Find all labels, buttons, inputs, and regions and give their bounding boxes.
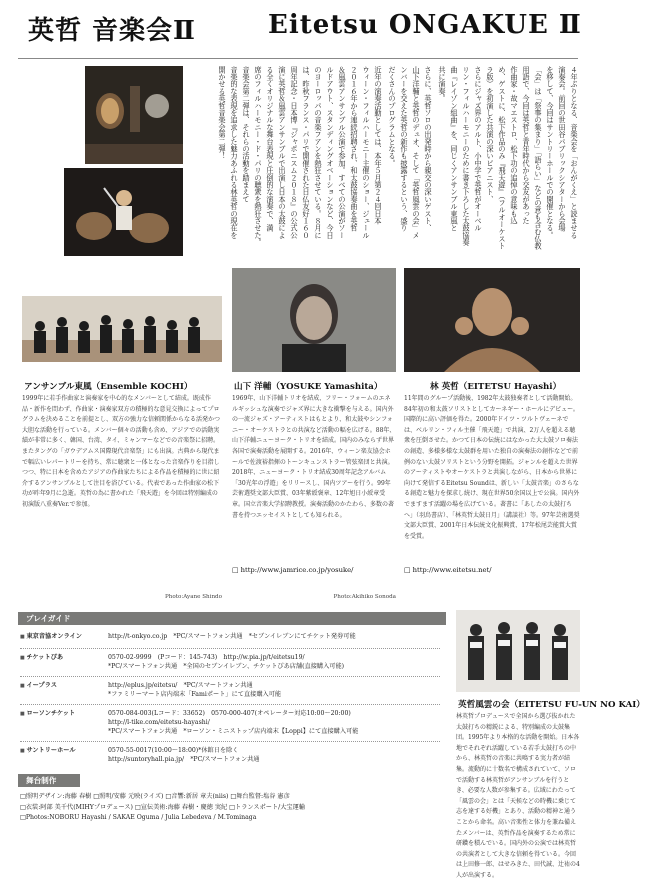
- playguide-name: ■ ローソンチケット: [20, 709, 110, 719]
- playguide-separator: [20, 741, 440, 742]
- yamashita-body: 1969年、山下洋輔トリオを結成、フリー・フォームのエネルギッシュな演奏でジャズ界に大きな衝撃を与える。国内外の一流ジャズ・アーティストはもとより、和太鼓やシンフォニー・オーケストラとの共演など活動の幅を広げる。88年、山下洋輔ニューヨーク・トリオを結成。国内のみならず世界各国で演奏活動を展開する。2016年、ウィーン楽友協会ホールで佐渡裕指揮のトーンキュンストラー管弦楽団と共演。2018年、ニューヨーク・トリオ結成30周年記念アルバム「30光年の浮遊」をリリースし、国内ツアーを行う。99年芸術選奨文部大臣賞、03年紫綬褒章、12年旭日小綬章受章。国立音楽大学招聘教授。演奏活動のかたわら、多数の著書を持つエッセイストとしても知られる。: [232, 395, 396, 519]
- playguide-name: ■ チケットぴあ: [20, 653, 110, 663]
- intro-line: 音楽的な表現を追求した魅力あふれる林英哲の現在を: [230, 66, 239, 239]
- playguide-detail[interactable]: 0570-02-9999 (Pコード：145-743) http://w.pia.jp/t/eitetsu19/ *PC/スマートフォン共通 *全国のセブンイレブン、チケットぴあ店舗(直接購入可能): [108, 654, 345, 670]
- intro-line: ２０１６年から連続招聘され、和太鼓協奏曲を英哲: [350, 66, 359, 232]
- photo-taiko-top: [85, 66, 183, 164]
- staff-line: □照明デザイン:海藤 春樹 □照明/安藤 元映(ライズ) □音響:新居 章夫(niis) □舞台監督:塩谷 憲彦: [20, 793, 290, 800]
- intro-line: は、昨秋フランス・パリで開催された日仏友好１６０: [302, 66, 311, 239]
- staff-line: □衣装:阿部 美千代(MIHYプロデュース) □宣伝美術:海藤 春樹・慶徳 実紀 □トランスポート/大宝運輸: [20, 803, 305, 811]
- taiko-performance-image: [85, 66, 183, 164]
- playguide-heading: プレイガイド: [18, 612, 446, 625]
- fuun-body: 林英哲プロデュースで全国から選び抜かれた太鼓打ちの精鋭による、特別編成の太鼓集団。1995年より本格的な活動を開始。日本各地でそれぞれ活躍している若手太鼓打ちの中から、林英哲の音楽に共鳴する実力者が結集。流動的に十数名で構成されていて、ソロで活動する林英哲がアンサンブルを行うとき、必要な人数が参集する。広域にわたって「風雲の会」とは「天候などの時機に乗じて志を達する好機」とあり、活動の精神と通うことから命名。高い音楽性と体力を兼ね備えたメンバーは、英哲作品を演奏するため常に研鑽を積んでいる。国内外の公演では林英哲の共演者として大きな信頼を得ている。今回は上田修一郎、はせみきた、田代誠、辻祐の4人が出演する。: [456, 713, 580, 879]
- intro-line: リン・フィルハーモニーのために書き下ろした太鼓協奏: [462, 66, 471, 246]
- photo-fuun: [456, 610, 580, 692]
- playguide-separator: [20, 648, 440, 649]
- intro-line: を移して、今回はサントリーホールでの開催となる。: [546, 66, 555, 239]
- intro-text: [190, 66, 580, 262]
- staff-line: □Photos:NOBORU Hayashi / SAKAE Oguma / Julia Lebedeva / M.Tominaga: [20, 814, 257, 821]
- playguide-name: ■ イープラス: [20, 681, 110, 691]
- playguide-detail[interactable]: 0570-55-0017(10:00〜18:00)*休館日を除く http://suntoryhall.pia.jp/ *PC/スマートフォン共通: [108, 747, 260, 763]
- eitetsu-website-link[interactable]: □ http://www.eitetsu.net/: [404, 566, 492, 574]
- title-rule: [18, 58, 578, 59]
- eitetsu-portrait-image: [404, 268, 580, 372]
- intro-line: 「会」は「祭事の集まり」「語らい」などの意も含む仏教: [534, 66, 543, 250]
- photo-eitetsu: [404, 268, 580, 372]
- intro-line: 用語で、今回は英哲と青年時代から交友があった: [522, 66, 531, 225]
- drummer-image: [64, 168, 183, 256]
- playguide-row: [20, 653, 440, 673]
- intro-line: 演に英哲＆風雲アンサンブルで出演し日本の太鼓によ: [278, 66, 287, 239]
- page-title: [28, 10, 582, 52]
- playguide-separator: [20, 704, 440, 705]
- intro-line: 山下洋輔と英哲のデュオ、そして「英哲風雲の会」メ: [412, 66, 421, 239]
- intro-line: ４年ぶりとなる、音楽会を「おんがくえ」と読ませる: [570, 66, 579, 239]
- playguide-name: ■ 東京音協オンライン: [20, 632, 110, 642]
- ensemble-group-image: [22, 296, 222, 362]
- yamashita-caption: 山下 洋輔（YOSUKE Yamashita）: [234, 382, 383, 392]
- intro-line: 席のフィルハーモニー・ド・パリの聴衆を熱狂させた。: [254, 66, 263, 246]
- playguide-row: [20, 632, 440, 644]
- intro-line: め、ゲストに、松下作品のみ『飛天遊』（フルオーケスト: [498, 66, 507, 250]
- intro-line: 演奏会。前回の世田谷パブリックシアターから会場: [558, 66, 567, 232]
- intro-line: 曲『レイゾン組曲』を、同じくアンサンブル東風と: [450, 66, 459, 232]
- playguide-row: [20, 681, 440, 701]
- intro-line: ルドアウト、スタンディングオベーションなど、今日: [326, 66, 335, 239]
- staff-heading: 舞台制作: [18, 774, 80, 787]
- intro-line: 近年の演奏活動としては、本年５月第２４回日本: [374, 66, 383, 225]
- playguide-detail[interactable]: http://eplus.jp/eitetsu/ *PC/スマートフォン共通 *ファミリーマート店内端末「Famiポート」にて直接購入可能: [108, 682, 282, 698]
- intro-line: 開かせる英哲音楽会第二弾！: [218, 66, 227, 160]
- yamashita-website-link[interactable]: □ http://www.jamrice.co.jp/yosuke/: [232, 566, 354, 574]
- ensemble-body: 1999年に若手作曲家と演奏家を中心的なメンバーとして結成。既成作品・新作を問わず、作曲家・演奏家双方の積極的な意見交換によってプログラムを決めることを前提とし、双方の強力な信頼関係からなる活発かつ大胆な活動を行っている。メンバー個々の活動も含め、アジアでの活動実績が非常に多く、韓国、台湾、タイ、ミャンマーなどでの音楽祭に招聘。またタングの「ガウデアムス国際現代音楽祭」にも出演。古典から現代まで幅広いレパートリーを持ち、常に聴衆と一体となった音楽作りを目指しつつ、特に日本を含めたアジアの作曲家たちによる作品を積極的に世に紹介するアンサンブルとして注目を浴びている。代表であった作曲家の松下功が昨年9月に急逝。英哲の為に書かれた「飛天遊」を今回は特別編成の初演版八重奏Ver.で参加。: [22, 395, 220, 508]
- intro-line: のヨーロッパの音楽フアンを熱狂させている。８月に: [314, 66, 323, 239]
- intro-line: 音楽会第二弾は、それらの活動を踏まえて: [242, 66, 251, 203]
- yamashita-portrait-image: [232, 268, 396, 372]
- intro-line: ラ版）を初演した共演の深いピアニスト、: [486, 66, 495, 203]
- photo-ensemble: [22, 296, 222, 362]
- intro-line: さらに、英哲ソロの出発時から親交の深いゲスト、: [424, 66, 433, 232]
- playguide-detail[interactable]: 0570-084-003(Lコード：33652) 0570-000-407(オペレーター対応10:00〜20:00) http://l-tike.com/eitetsu-hayashi/ *PC/スマートフォン共通 *ローソン・ミニストップ店内端末【Loppi】にて直接購入可能: [108, 710, 359, 735]
- photo-taiko-bottom: [64, 168, 183, 256]
- intro-line: さらにジャズ界のアルト、小中学で英哲がオーベル: [474, 66, 483, 232]
- intro-line: る全くオリジナルな舞台表現と圧倒的な演奏で、満: [266, 66, 275, 232]
- playguide-name: ■ サントリーホール: [20, 746, 110, 756]
- fuun-caption: 英哲風雲の会（EITETSU FU-UN NO KAI）: [458, 700, 645, 710]
- ensemble-photo-credit: Photo:Ayane Shindo: [164, 594, 222, 600]
- title-en: Eitetsu ONGAKUE Ⅱ: [268, 10, 582, 40]
- yamashita-photo-credit: Photo:Akihiko Sonoda: [333, 594, 396, 600]
- intro-line: 共に演奏。: [438, 66, 447, 102]
- intro-line: 作曲家・故マエストロ、松下功の追悼の意味も込: [510, 66, 519, 225]
- photo-yamashita: [232, 268, 396, 372]
- title-jp: 英哲 音楽会Ⅱ: [28, 16, 196, 46]
- eitetsu-body: 11年間のグループ活動後、1982年太鼓独奏者として活動開始。84年初の和太鼓ソリストとしてカーネギー・ホールにデビュー。国際的に高い評価を得た。2000年ドイツ・ツルトヴェーネでは、ベルリン・フィル主催「飛天遊」で共演、2万人を超える聴衆を圧倒させた。かつて日本の伝統にはなかった大太鼓ソロ奏法の創造、多様多様な太鼓群を用いた独自の演奏法の創作などで前例のない太鼓ソリストという分野を開拓。ジャンルを超えた世界のアーティストやオーケストラと共演しながら、日本から世界に向けて発信するEitetsu Soundは、新しい「太鼓音楽」のさらなる創造と魅力を探求し続け、現在世界50余国以上で公演。国内外でますます活躍の場を広げている。著書に「あしたの太鼓打ちへ」（羽鳥書店）、「林英哲太鼓日月」（講談社）等。97年芸術選奨文部大臣賞、2001年日本伝統文化振興賞、17年松尾芸能賞大賞を受賞。: [404, 395, 580, 540]
- intro-line: ンバーを交えた英哲の新作も披露するという、盛り: [400, 66, 409, 232]
- eitetsu-caption: 林 英哲（EITETSU Hayashi）: [430, 382, 562, 392]
- intro-line: だくさんのプログラムとなる。: [388, 66, 397, 167]
- playguide-row: [20, 709, 440, 738]
- staff-credits: [20, 792, 440, 824]
- ensemble-caption: アンサンブル東風（Ensemble KOCHI）: [24, 382, 193, 392]
- intro-line: ウィーン・フィルハーモニー主催のショー、ジュール: [362, 66, 371, 239]
- intro-line: ＆風雲アンサンブル公演で参加。すべての公演がソー: [338, 66, 347, 239]
- fuun-group-image: [456, 610, 580, 692]
- playguide-row: [20, 746, 440, 766]
- intro-line: 周年記念・日本博『ジャポニスム２０１８』の公式公: [290, 66, 299, 239]
- playguide-detail[interactable]: http://t-onkyo.co.jp *PC/スマートフォン共通 *セブンイレブンにてチケット発券可能: [108, 633, 356, 640]
- playguide-separator: [20, 676, 440, 677]
